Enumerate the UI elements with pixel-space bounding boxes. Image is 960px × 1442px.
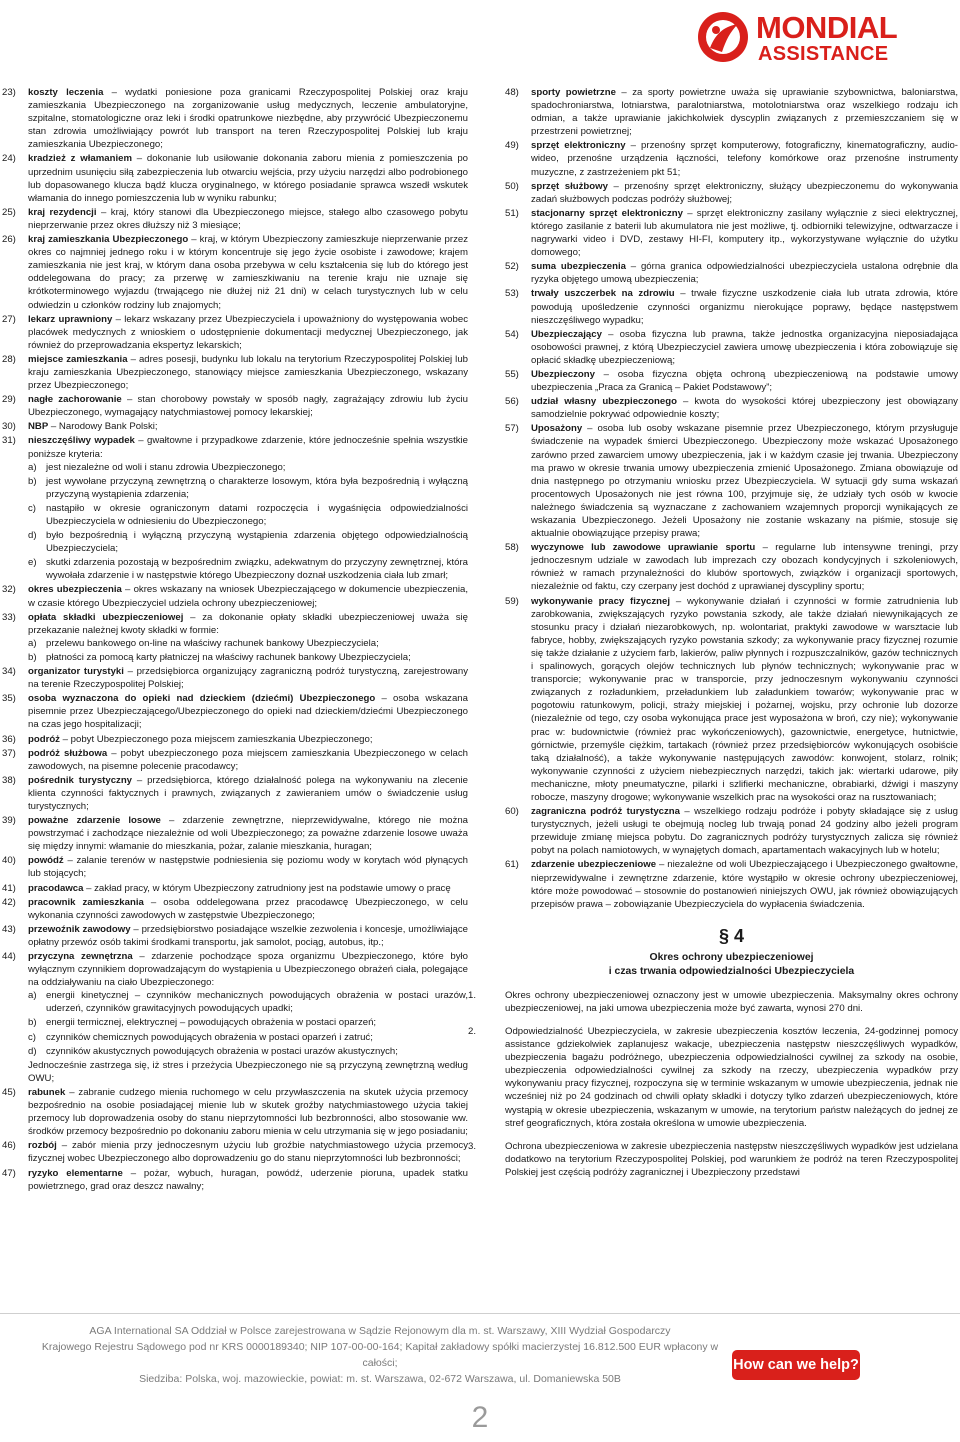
section-4-point	[468, 1140, 958, 1179]
section-4-point-text: Ochrona ubezpieczeniowa w zakresie ubezpieczenia następstw nieszczęśliwych wypadków jest udzielana dodatkowo na terytorium Rzeczypospolitej Polskiej, pod warunkiem że podróż na teren Rzeczypospolitej Polskiej jest częścią podróży zagranicznej i Ubezpieczony przedstawi	[505, 1140, 958, 1178]
definition-text: – zdarzenie pochodzące spoza organizmu Ubezpieczonego, które było wyłącznym czynnikiem doprowadzającym do wystąpienia u Ubezpieczonego obrażeń ciała, polegające na oddziaływaniu na ciało Ubezpieczonego:	[28, 951, 468, 989]
definition-term: podróż	[28, 733, 60, 745]
definition-number: 25)	[2, 206, 16, 218]
definition-term: powódź	[28, 855, 64, 867]
definition-subitem	[28, 651, 468, 664]
definition-term: opłata składki ubezpieczeniowej	[28, 611, 184, 623]
definition-term: ryzyko elementarne	[28, 1167, 123, 1179]
definition-term: wykonywanie pracy fizycznej	[531, 595, 671, 607]
definition-term: poważne zdarzenie losowe	[28, 815, 161, 827]
definition-text: – regularne lub intensywne treningi, przy jednoczesnym udziale w zawodach lub imprezach czy obozach kondycyjnych i szkoleniowych, również w ramach przynależności do klubów sportowych, związków i organizacji sportowych, niezależnie od faktu, czy czerpany jest dochód z uprawianej dyscypliny sportu;	[531, 542, 959, 593]
section-4-point	[468, 989, 958, 1015]
definition-subitem	[28, 475, 468, 501]
definition-number: 29)	[2, 394, 16, 406]
definition-number: 30)	[2, 421, 16, 433]
definition-item	[505, 86, 958, 138]
subitem-letter: a)	[28, 990, 37, 1002]
definition-term: przyczyna zewnętrzna	[28, 951, 133, 962]
definition-item	[2, 747, 468, 773]
subitem-letter: b)	[28, 475, 37, 487]
definition-text: – osoba wskazana pisemnie przez Ubezpieczającego/Ubezpieczonego do opieki nad dzieckiem/dziećmi Ubezpieczonego na czas jego hospitalizacji;	[28, 693, 468, 731]
subitem-letter: a)	[28, 637, 37, 649]
definition-text: – niezależne od woli Ubezpieczającego i Ubezpieczonego gwałtowne, nieprzewidywalne i zewnętrzne zdarzenie, które wystąpiło w okresie ochrony ubezpieczeniowej, które może powodować – stosownie do postanowień niniejszych OWU, jak również obowiązujących przepisów prawa – zobowiązanie Ubezpieczyciela do wypłacenia świadczenia.	[531, 859, 958, 910]
definition-number: 59)	[505, 595, 519, 607]
definition-term: NBP	[28, 421, 49, 433]
definition-item	[505, 287, 958, 326]
subitem-letter: e)	[28, 557, 37, 569]
definition-text: – przenośny sprzęt elektroniczny, służący ubezpieczonemu do wykonywania zadań służbowych podczas podróży służbowej;	[531, 180, 958, 205]
definition-item	[2, 353, 468, 392]
definition-subitem	[28, 529, 468, 555]
subitem-text: jest niezależne od woli i stanu zdrowia Ubezpieczonego;	[46, 461, 286, 473]
definition-text: – górna granica odpowiedzialności ubezpieczyciela ustalona odrębnie dla ryzyka objętego umową ubezpieczenia;	[531, 261, 958, 286]
subitem-letter: b)	[28, 651, 37, 663]
definition-item	[505, 395, 958, 421]
definition-item	[2, 896, 468, 922]
definition-number: 40)	[2, 855, 16, 867]
logo-word-mondial: MONDIAL	[756, 10, 898, 45]
definition-text: – stan chorobowy powstały w sposób nagły, zagrażający zdrowiu lub życiu Ubezpieczonego, wymagający natychmiastowej pomocy lekarskiej;	[28, 394, 468, 419]
definition-number: 47)	[2, 1167, 16, 1179]
definition-term: rabunek	[28, 1086, 66, 1098]
definition-item	[505, 422, 958, 540]
definition-item	[505, 139, 958, 178]
page-number: 2	[471, 1401, 489, 1434]
definition-item	[2, 882, 468, 895]
definition-number: 39)	[2, 815, 16, 827]
definition-term: sporty powietrzne	[531, 87, 616, 98]
definition-subitem	[28, 637, 468, 650]
definition-text: – wydatki poniesione poza granicami Rzeczypospolitej Polskiej oraz kraju zamieszkania Ubezpieczonego na zorganizowanie usług medycznych, leczenie ambulatoryjne, szpitalne, stomatologiczne oraz leki i środki opatrunkowe niezbędne, aby przywrócić Ubezpieczonemu stan zdrowia umożliwiający powrót lub transport na teren Rzeczypospolitej Polskiej lub kraju zamieszkania Ubezpieczonego;	[28, 87, 468, 151]
definition-term: sprzęt służbowy	[531, 180, 608, 192]
definition-item	[2, 420, 468, 433]
section-title-line-1: Okres ochrony ubezpieczeniowej	[649, 951, 814, 963]
logo-word-assistance: ASSISTANCE	[758, 43, 889, 65]
section-4-list	[468, 989, 958, 1179]
definition-number: 60)	[505, 806, 519, 818]
definition-text: – osoba fizyczna objęta ochroną ubezpieczeniową na podstawie umowy ubezpieczenia „Praca za Granicą – Pakiet Podstawowy”;	[531, 368, 958, 394]
definition-number: 24)	[2, 153, 16, 165]
definition-item	[505, 207, 958, 259]
subitem-letter: d)	[28, 1045, 37, 1057]
definition-text: – kraj, w którym Ubezpieczony zamieszkuje nieprzerwanie przez okres co najmniej jednego roku i w którym koncentruje się jego życie osobiste i zawodowe; krajem zamieszkania nie jest kraj, w którym dana osoba przebywa w celu kształcenia się lub do którego jest oddelegowana do pracy; za przerwę w zamieszkiwaniu na terenie kraju nie uznaje się krótkoterminowego wyjazdu (trwającego nie dłużej niż 21 dni) w celach turystycznych lub w celu odwiedzin u członków rodziny lub znajomych;	[28, 234, 469, 311]
definition-number: 46)	[2, 1140, 16, 1152]
subitem-letter: a)	[28, 461, 37, 473]
definition-number: 28)	[2, 353, 16, 365]
definition-item	[2, 313, 468, 352]
definition-text: – zalanie terenów w następstwie podniesienia się poziomu wody w korytach wód płynących lub stojących;	[28, 855, 468, 880]
definition-item	[505, 260, 958, 286]
definition-term: Uposażony	[531, 423, 583, 435]
section-4-point-number: 3.	[468, 1140, 477, 1152]
definition-number: 23)	[2, 87, 16, 98]
definition-subitem	[28, 556, 468, 582]
definition-text: – zdarzenie zewnętrzne, nieprzewidywalne, którego nie można powstrzymać i zachodzące niezależnie od woli Ubezpieczonego; za poważne zdarzenie losowe uważa się między innymi: włamanie do mieszkania, pożar, zalanie mieszkania, huragan;	[28, 815, 468, 853]
definition-text: – przedsiębiorca, którego działalność polega na wykonywaniu na zlecenie klienta czynności faktycznych i prawnych, związanych z zawieraniem umów o świadczenie usług turystycznych;	[28, 774, 468, 812]
definition-number: 57)	[505, 423, 519, 435]
definition-term: udział własny ubezpieczonego	[531, 396, 677, 408]
definition-number: 35)	[2, 693, 16, 705]
definition-text: – przenośny sprzęt komputerowy, fotograficzny, kinematograficzny, audio-wideo, przenośne urządzenia łączności, telefony komórkowe oraz przenośne instrumenty muzyczne, z zastrzeżeniem pkt 51;	[531, 140, 958, 178]
definition-term: kraj zamieszkania Ubezpieczonego	[28, 234, 189, 246]
definition-term: koszty leczenia	[28, 87, 104, 98]
definition-number: 61)	[505, 859, 519, 871]
definition-subitem	[28, 989, 468, 1015]
subitem-letter: c)	[28, 1031, 36, 1043]
definition-term: pośrednik turystyczny	[28, 774, 133, 786]
subitem-text: jest wywołane przyczyną zewnętrzną o charakterze losowym, która była bezpośrednią i wyłączną przyczyną wystąpienia zdarzenia;	[46, 475, 468, 500]
definition-term: kraj rezydencji	[28, 206, 97, 218]
definition-term: osoba wyznaczona do opieki nad dzieckiem (dziećmi) Ubezpieczonego	[28, 693, 376, 705]
definition-item	[505, 328, 958, 367]
definition-term: przewoźnik zawodowy	[28, 923, 131, 935]
definition-number: 45)	[2, 1086, 16, 1098]
definition-number: 52)	[505, 261, 519, 273]
definition-text: – Narodowy Bank Polski;	[48, 421, 158, 433]
definition-item	[2, 1139, 468, 1165]
definition-text: – przedsiębiorstwo posiadające wszelkie zezwolenia i koncesje, umożliwiające opłatny przewóz osób takimi środkami transportu, jak samolot, pociąg, autobus, itp.;	[28, 923, 468, 948]
section-4-point-text: Odpowiedzialność Ubezpieczyciela, w zakresie ubezpieczenia kosztów leczenia, 24-godzinnej pomocy assistance gdziekolwiek zaplanujesz wakacje, ubezpieczenia następstw nieszczęśliwych wypadków, ubezpieczenia bagażu podróżnego, ubezpieczenia odpowiedzialności cywilnej za szkody na osobie, ubezpieczenia odpowiedzialności cywilnej za szkody na rzeczy, ubezpieczenia wypadków przy wykonywaniu pracy fizycznej, rozpoczyna się w terminie wskazanym w umowie ubezpieczenia, jednak nie wcześniej niż po 24 godzinach od chwili opłaty składki i dotyczy tylko zdarzeń ubezpieczeniowych, które wystąpią w okresie ubezpieczenia, wskazanym w umowie, na terytorium państw należących do jednej ze stref geograficznych, która została określona w umowie ubezpieczenia.	[505, 1026, 958, 1129]
subitem-text: nastąpiło w okresie ograniczonym datami rozpoczęcia i wygaśnięcia odpowiedzialności Ubezpieczyciela w odniesieniu do Ubezpieczonego;	[46, 502, 468, 527]
definition-text: – za sporty powietrzne uważa się uprawianie szybownictwa, baloniarstwa, spadochroniarstwa, lotniarstwa, paralotniarstwa, motolotniarstwa oraz wszelkiego rodzaju ich odmian, a także uprawianie jakichkolwiek dyscyplin związanych z przemieszczaniem się w przestrzeni powietrznej;	[531, 87, 958, 138]
definition-item	[2, 206, 468, 232]
definition-item	[505, 858, 958, 910]
footer-divider	[0, 1313, 960, 1314]
definition-number: 51)	[505, 207, 519, 219]
definition-note: Jednocześnie zastrzega się, iż stres i przeżycia Ubezpieczonego nie są przyczyną zewnętrzną według OWU;	[28, 1059, 468, 1084]
definition-item	[2, 814, 468, 853]
subitem-text: energii termicznej, elektrycznej – powodujących obrażenia w postaci oparzeń;	[46, 1017, 377, 1029]
definition-number: 53)	[505, 288, 519, 300]
definition-text: – zabór mienia przy jednoczesnym użyciu lub groźbie natychmiastowego użycia przemocy fizycznej wobec Ubezpieczonego albo doprowadzeniu go do stanu nieprzytomności lub bezbronności;	[28, 1140, 468, 1165]
definition-number: 27)	[2, 313, 16, 325]
definition-item	[2, 854, 468, 880]
definition-number: 58)	[505, 542, 519, 554]
definition-text: – zakład pracy, w którym Ubezpieczony zatrudniony jest na podstawie umowy o pracę	[83, 882, 451, 894]
definition-number: 38)	[2, 774, 16, 786]
definition-text: – przedsiębiorca organizujący zagraniczną podróż turystyczną, zarejestrowany na terenie Rzeczypospolitej Polskiej;	[28, 666, 468, 691]
definition-number: 49)	[505, 140, 519, 152]
footer-company-info	[30, 1323, 730, 1387]
definition-number: 34)	[2, 666, 16, 678]
definition-number: 44)	[2, 951, 16, 962]
definition-term: zagraniczna podróż turystyczna	[531, 806, 680, 818]
subitem-letter: c)	[28, 502, 36, 514]
subitem-text: czynników akustycznych powodujących obrażenia w postaci urazów akustycznych;	[46, 1045, 398, 1057]
definition-term: sprzęt elektroniczny	[531, 140, 626, 152]
how-can-we-help-button[interactable]: How can we help?	[732, 1350, 860, 1380]
definition-item	[2, 611, 468, 664]
definition-number: 31)	[2, 435, 16, 447]
mondial-assistance-logo	[696, 8, 946, 66]
definition-term: rozbój	[28, 1140, 57, 1152]
definition-term: kradzież z włamaniem	[28, 153, 132, 165]
right-column-definitions	[505, 86, 958, 911]
section-4-heading	[505, 925, 958, 979]
definition-item	[2, 233, 468, 312]
definition-term: Ubezpieczony	[531, 368, 595, 380]
definition-term: lekarz uprawniony	[28, 313, 113, 325]
subitem-text: przelewu bankowego on-line na właściwy rachunek bankowy Ubezpieczyciela;	[46, 637, 379, 649]
definition-item	[505, 180, 958, 206]
subitem-letter: b)	[28, 1017, 37, 1029]
definition-subitem	[28, 1031, 468, 1044]
definition-term: organizator turystyki	[28, 666, 124, 678]
section-4-point	[468, 1025, 958, 1130]
definition-text: – zabranie cudzego mienia ruchomego w celu przywłaszczenia na skutek użycia przemocy bezpośrednio na osobie posiadającej mienie lub w skutek groźby natychmiastowego użycia takiej przemocy lub doprowadzenia osoby do stanu nieprzytomności lub bezbronności, albo stosowanie ww. środków przemocy bezpośrednio po dokonaniu zaboru mienia w celu utrzymania się w jego posiadaniu;	[28, 1086, 468, 1138]
definition-subitem	[28, 461, 468, 474]
subitem-text: płatności za pomocą karty płatniczej na właściwy rachunek bankowy Ubezpieczyciela;	[46, 651, 411, 663]
definition-term: wyczynowe lub zawodowe uprawianie sportu	[531, 542, 756, 554]
definition-item	[2, 665, 468, 691]
definition-term: okres ubezpieczenia	[28, 584, 122, 596]
definition-text: – wszelkiego rodzaju podróże i pobyty składające się z usług turystycznych, jeżeli usługi te obejmują nocleg lub trwają ponad 24 godziny albo jeżeli program przewiduje zmianę miejsca pobytu. Do zagranicznych podróży turystycznych zalicza się również pobyt na polach namiotowych, w wynajętych domach, apartamentach wakacyjnych lub w hotelu;	[531, 806, 958, 857]
definition-number: 36)	[2, 733, 16, 745]
definition-number: 42)	[2, 896, 16, 908]
definition-text: – pobyt ubezpieczonego poza miejscem zamieszkania Ubezpieczonego w celach zawodowych, na pisemne polecenie pracodawcy;	[28, 747, 468, 772]
definition-term: podróż służbowa	[28, 747, 108, 759]
definition-item	[2, 583, 468, 609]
definition-term: pracownik zamieszkania	[28, 896, 144, 908]
definition-text: – za dokonanie opłaty składki ubezpieczeniowej uważa się przekazanie należnej kwoty składki w formie:	[28, 611, 468, 636]
definition-item	[2, 774, 468, 813]
definition-number: 33)	[2, 611, 16, 623]
definition-text: – pożar, wybuch, huragan, powódź, uderzenie pioruna, upadek statku powietrznego, grad oraz deszcz nawalny;	[28, 1167, 468, 1192]
definition-number: 43)	[2, 923, 16, 935]
left-column-definitions	[2, 86, 468, 1194]
definition-text: – trwałe fizyczne uszkodzenie ciała lub utrata zdrowia, które powodują upośledzenie czynności organizmu nierokujące poprawy, będące następstwem nieszczęśliwego wypadku;	[531, 288, 958, 326]
definition-item	[2, 86, 468, 151]
definition-subitem	[28, 1045, 468, 1058]
definition-number: 55)	[505, 368, 519, 380]
definition-item	[2, 152, 468, 204]
definition-number: 56)	[505, 396, 519, 408]
section-4-point-text: Okres ochrony ubezpieczeniowej oznaczony jest w umowie ubezpieczenia. Maksymalny okres ochrony ubezpieczeniowej, na jaki umowa ubezpieczenia może być zawarta, wynosi 270 dni.	[505, 989, 958, 1014]
definition-number: 54)	[505, 328, 519, 340]
definition-term: trwały uszczerbek na zdrowiu	[531, 288, 675, 300]
definition-item	[2, 434, 468, 582]
definition-text: – okres wskazany na wniosek Ubezpieczającego w dokumencie ubezpieczenia, w czasie którego Ubezpieczyciel udziela ochrony ubezpieczeniowej;	[28, 584, 468, 609]
definition-text: – pobyt Ubezpieczonego poza miejscem zamieszkania Ubezpieczonego;	[59, 733, 373, 745]
section-4-point-number: 1.	[468, 989, 477, 1001]
definition-text: – wykonywanie działań i czynności w formie zatrudnienia lub zarobkowania, zwiększających ryzyko powstania szkody, ale także działań niewynikających ze stosunku pracy i działań niezarobkowych, np. wolontariat, praktyki zawodowe w warsztacie lub fabryce, hobby, zwiększających ryzyko powstania szkody; za wykonywanie pracy fizycznej rozumie się także działanie z użyciem farb, lakierów, paliw płynnych i rozpuszczalników, gazów technicznych i spalinowych, gorących olejów technicznych lub płynów technicznych; wykonywanie prac w transporcie; wykonywanie prac w transporcie, przy jednoczesnym wykonywaniu czynności związanych z rozładunkiem, przeładunkiem lub załadunkiem towarów; wykonywanie prac w pogotowiu ratunkowym, policji, straży miejskiej i pożarnej, wojsku, przy ochronie lub dozorze (niezależnie od tego, czy osoba wykonująca prace jest wyposażona w broń, czy nie); wykonywanie prac w: budownictwie (również prac wykończeniowych), gazownictwie, energetyce, hutnictwie, górnictwie, przemyśle ciężkim, tartakach (również przez przedsiębiorców wykonujących osobiście taką działalność), a także wykonywanie następujących zawodów: konwojent, stolarz, rolnik; wykonywanie czynności z użyciem niebezpiecznych narzędzi, takich jak: wiertarki udarowe, piły mechaniczne, młoty pneumatyczne, pilarki i szlifierki mechaniczne, obrabiarki, dźwigi i maszyny robocze, maszyny drogowe; wykonywanie wszelkich prac na wysokości oraz na rusztowaniach;	[531, 595, 958, 803]
definition-term: Ubezpieczający	[531, 328, 602, 340]
definition-term: pracodawca	[28, 882, 84, 894]
definition-number: 48)	[505, 87, 519, 98]
definition-text: – osoba oddelegowana przez pracodawcę Ubezpieczonego, w celu wykonania czynności zawodowych w zastępstwie Ubezpieczonego;	[28, 896, 468, 921]
subitem-text: skutki zdarzenia pozostają w bezpośrednim związku, adekwatnym do przyczyny zewnętrznej, która wywołała zdarzenie i w następstwie którego Ubezpieczony doznał uszkodzenia ciała lub zmarł;	[46, 557, 468, 582]
section-4-point-number: 2.	[468, 1026, 477, 1037]
definition-text: – adres posesji, budynku lub lokalu na terytorium Rzeczypospolitej Polskiej lub kraju zamieszkania Ubezpieczonego, stanowiący miejsce zamieszkania Ubezpieczonego, wskazany przez Ubezpieczonego;	[28, 353, 468, 392]
definition-item	[2, 1086, 468, 1138]
subitem-text: było bezpośrednią i wyłączną przyczyną wystąpienia zdarzenia objętego odpowiedzialnością Ubezpieczyciela;	[46, 530, 468, 555]
definition-item	[2, 923, 468, 949]
definition-number: 37)	[2, 747, 16, 759]
right-column	[468, 86, 959, 1189]
definition-text: – kwota do wysokości której ubezpieczony jest obowiązany samodzielnie pokrywać odpowiednie koszty;	[531, 396, 958, 421]
definition-item	[2, 692, 468, 731]
definition-text: – lekarz wskazany przez Ubezpieczyciela i upoważniony do występowania wobec placówek medycznych z wnioskiem o udostępnienie dokumentacji medycznej Ubezpieczonego, jak również do przeprowadzania ekspertyz lekarskich;	[28, 313, 468, 351]
definition-item	[2, 1167, 468, 1193]
section-sign: § 4	[718, 925, 745, 946]
definition-item	[505, 805, 958, 857]
definition-item	[505, 541, 958, 593]
definition-number: 32)	[2, 584, 16, 596]
mondial-circle-mark-icon	[696, 10, 750, 64]
definition-text: – osoba fizyczna lub prawna, także jednostka organizacyjna nieposiadająca osobowości prawnej, z którą Ubezpieczyciel zawiera umowę ubezpieczenia i która zobowiązuje się opłacić składkę ubezpieczeniową;	[531, 328, 958, 366]
definition-subitem	[28, 502, 468, 528]
subitem-letter: d)	[28, 530, 37, 542]
definition-text: – kraj, który stanowi dla Ubezpieczonego miejsce, stałego albo czasowego pobytu nieprzerwanie przez okres dłuższy niż 3 miesiące;	[28, 206, 468, 231]
definition-item	[505, 595, 958, 805]
definition-text: – gwałtowne i przypadkowe zdarzenie, które jednocześnie spełnia wszystkie poniższe kryteria:	[28, 435, 468, 460]
definition-number: 50)	[505, 180, 519, 192]
section-title-line-2: i czas trwania odpowiedzialności Ubezpieczyciela	[608, 965, 855, 977]
definition-term: zdarzenie ubezpieczeniowe	[531, 859, 657, 871]
subitem-text: czynników chemicznych powodujących obrażenia w postaci oparzeń i zatruć;	[46, 1031, 373, 1043]
definition-item	[505, 368, 958, 394]
definition-term: suma ubezpieczenia	[531, 261, 626, 273]
definition-text: – sprzęt elektroniczny zasilany wyłącznie z sieci elektrycznej, którego zasilanie z baterii lub akumulatora nie jest możliwe, tj. odbiorniki telewizyjne, odtwarzacze i nagrywarki video i DVD, zestawy HI-FI, komputery itp., wykorzystywane wyłącznie do użytku domowego;	[531, 207, 958, 259]
definition-subitem	[28, 1016, 468, 1029]
footer-line-1: AGA International SA Oddział w Polsce zarejestrowana w Sądzie Rejonowym dla m. st. Warszawy, XIII Wydział Gospodarczy	[89, 1325, 671, 1337]
definition-term: nagłe zachorowanie	[28, 394, 122, 406]
footer-line-2: Krajowego Rejestru Sądowego pod nr KRS 0000189340; NIP 107-00-00-164; Kapitał zakładowy spółki macierzystej 16.812.500 EUR wpłacony w całości;	[41, 1341, 719, 1369]
definition-number: 26)	[2, 234, 16, 246]
definition-item	[2, 950, 468, 1085]
definition-item	[2, 733, 468, 746]
footer-line-3: Siedziba: Polska, woj. mazowieckie, powiat: m. st. Warszawa, 02-672 Warszawa, ul. Domaniewska 50B	[139, 1373, 621, 1385]
definition-term: stacjonarny sprzęt elektroniczny	[531, 207, 683, 219]
definition-term: miejsce zamieszkania	[28, 353, 128, 365]
definition-term: nieszczęśliwy wypadek	[28, 435, 135, 447]
subitem-text: energii kinetycznej – czynników mechanicznych powodujących obrażenia w postaci urazów, uderzeń, czynników grawitacyjnych powodujących upadki;	[46, 990, 468, 1015]
definition-text: – dokonanie lub usiłowanie dokonania zaboru mienia z pomieszczenia po uprzednim usunięciu siłą zabezpieczenia lub otwarciu wejścia, przy użyciu narzędzi albo podrobionego lub dopasowanego klucza bądź klucza oryginalnego, w którego posiadanie sprawca wszedł wskutek włamania do innego pomieszczenia lub w wyniku rabunku;	[28, 153, 468, 204]
definition-item	[2, 393, 468, 419]
definition-text: – osoba lub osoby wskazane pisemnie przez Ubezpieczonego, którym przysługuje świadczenie na wypadek śmierci Ubezpieczonego. Ubezpieczony może wskazać Uposażonego zarówno przed zawarciem umowy ubezpieczenia, jak i w każdym czasie jej trwania. Ubezpieczony ma prawo w okresie trwania umowy ubezpieczenia zmienić Uposażonego. Zmiana obowiązuje od dnia następnego po otrzymaniu wniosku przez Ubezpieczyciela. W sytuacji gdy suma wskazań procentowych Uposażonych nie jest równa 100, przyjmuje się, że udziały tych osób w kwocie należnego świadczenia są wyznaczane z zachowaniem wzajemnych proporcji wynikających ze wskazania Ubezpieczonego. Jeżeli Uposażony nie zostanie wskazany na piśmie, stosuje się aktualnie obowiązujące przepisy prawa;	[531, 423, 958, 540]
definition-number: 41)	[2, 882, 16, 894]
